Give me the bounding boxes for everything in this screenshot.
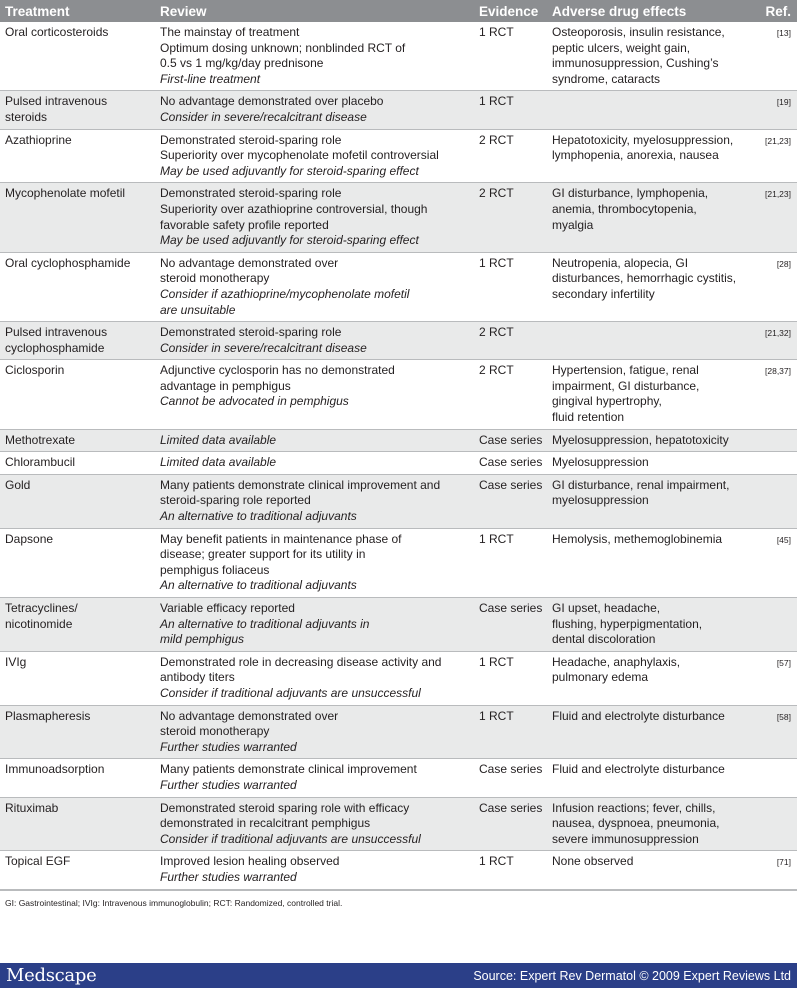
evidence-cell: 1 RCT [479, 255, 514, 270]
adverse-effects-cell [547, 22, 757, 91]
treatment-line: Dapsone [5, 531, 54, 546]
review-line: Improved lesion healing observed [160, 854, 340, 869]
adverse-line: Headache, anaphylaxis, [552, 654, 681, 669]
adverse-effects-cell [547, 474, 757, 528]
treatment-line: Gold [5, 477, 31, 492]
review-note-line: An alternative to traditional adjuvants in [160, 616, 370, 631]
treatment-cell [0, 474, 155, 528]
table-row [0, 91, 797, 129]
treatment-line: Methotrexate [5, 432, 76, 447]
adverse-effects-cell [547, 91, 757, 129]
adverse-line: Osteoporosis, insulin resistance, [552, 25, 725, 39]
review-note-line: First-line treatment [160, 71, 261, 86]
reference-cell: [19] [757, 91, 797, 129]
treatment-cell [0, 252, 155, 321]
review-line: Adjunctive cyclosporin has no demonstrated [160, 363, 395, 378]
adverse-effects-cell [547, 429, 757, 452]
treatment-line: Immunoadsorption [5, 762, 105, 777]
adverse-line: nausea, dyspnoea, pneumonia, [552, 816, 720, 831]
table-row [0, 360, 797, 429]
review-cell [155, 183, 474, 252]
review-note-line: An alternative to traditional adjuvants [160, 578, 357, 593]
review-cell [155, 452, 474, 475]
header-ref: Ref. [757, 0, 797, 22]
adverse-line: flushing, hyperpigmentation, [552, 616, 703, 631]
evidence-cell: 1 RCT [479, 654, 514, 669]
review-line: Demonstrated steroid-sparing role [160, 186, 342, 201]
adverse-effects-cell [547, 759, 757, 797]
treatment-line: IVIg [5, 654, 27, 669]
adverse-line: None observed [552, 854, 634, 869]
adverse-line: fluid retention [552, 410, 625, 425]
review-line: steroid monotherapy [160, 724, 270, 739]
adverse-line: GI disturbance, lymphopenia, [552, 186, 709, 201]
review-cell [155, 797, 474, 851]
table-row [0, 322, 797, 360]
review-cell [155, 429, 474, 452]
review-line: No advantage demonstrated over [160, 255, 339, 270]
adverse-line: secondary infertility [552, 286, 655, 301]
table-row [0, 22, 797, 91]
evidence-cell: 2 RCT [479, 132, 514, 147]
adverse-line: Myelosuppression [552, 455, 649, 470]
review-note-line: May be used adjuvantly for steroid-sparing effect [160, 163, 419, 178]
footnote: GI: Gastrointestinal; IVIg: Intravenous immunoglobulin; RCT: Randomized, controlled trial. [0, 890, 797, 916]
review-line: May benefit patients in maintenance phase of [160, 531, 402, 546]
treatment-line: Tetracyclines/ [5, 601, 78, 615]
evidence-cell: 2 RCT [474, 183, 547, 252]
evidence-cell: Case series [479, 455, 543, 470]
table-row [0, 797, 797, 851]
review-cell [155, 22, 474, 91]
treatment-cell [0, 360, 155, 429]
review-line: Variable efficacy reported [160, 601, 295, 615]
evidence-cell: 1 RCT [474, 91, 547, 129]
treatment-cell [0, 91, 155, 129]
adverse-line: Infusion reactions; fever, chills, [552, 800, 716, 815]
evidence-cell: Case series [474, 474, 547, 528]
reference-cell: [21,32] [757, 322, 797, 360]
treatment-cell [0, 528, 155, 597]
reference-cell: [13] [776, 28, 791, 38]
review-line: favorable safety profile reported [160, 217, 329, 232]
review-line: No advantage demonstrated over placebo [160, 94, 384, 109]
review-line: steroid monotherapy [160, 271, 270, 286]
reference-cell: [21,23] [757, 183, 797, 252]
adverse-effects-cell [547, 322, 757, 360]
evidence-cell: Case series [479, 762, 543, 777]
review-line: Many patients demonstrate clinical improvement [160, 762, 417, 777]
reference-cell [757, 759, 797, 797]
evidence-cell: 1 RCT [479, 531, 514, 546]
review-line: The mainstay of treatment [160, 25, 300, 39]
treatment-cell [0, 759, 155, 797]
adverse-line: pulmonary edema [552, 670, 649, 685]
treatment-line: Ciclosporin [5, 363, 65, 378]
treatment-line: Azathioprine [5, 132, 72, 147]
evidence-cell: Case series [474, 429, 547, 452]
adverse-line: Hypertension, fatigue, renal [552, 363, 699, 378]
reference-cell [757, 797, 797, 851]
adverse-effects-cell [547, 598, 757, 652]
review-note-line: Limited data available [160, 432, 277, 447]
review-line: demonstrated in recalcitrant pemphigus [160, 816, 371, 831]
evidence-cell: 2 RCT [479, 363, 514, 378]
adverse-line: Neutropenia, alopecia, GI [552, 255, 689, 270]
review-note-line: Consider if azathioprine/mycophenolate mofetil [160, 286, 410, 301]
review-line: Demonstrated steroid-sparing role [160, 132, 342, 147]
adverse-effects-cell [547, 797, 757, 851]
review-cell [155, 129, 474, 183]
adverse-line: Hemolysis, methemoglobinemia [552, 531, 723, 546]
table-row [0, 598, 797, 652]
treatment-line: Plasmapheresis [5, 708, 91, 723]
header-adverse-effects: Adverse drug effects [547, 0, 757, 22]
review-line: disease; greater support for its utility in [160, 547, 366, 562]
table-row [0, 759, 797, 797]
adverse-line: immunosuppression, Cushing’s [552, 56, 719, 71]
adverse-effects-cell [547, 528, 757, 597]
table-row [0, 183, 797, 252]
table-row [0, 429, 797, 452]
review-note-line: An alternative to traditional adjuvants [160, 509, 357, 524]
treatment-cell [0, 651, 155, 705]
reference-cell: [28] [776, 258, 791, 269]
review-note-line: are unsuitable [160, 302, 236, 317]
review-note-line: Consider in severe/recalcitrant disease [160, 109, 367, 124]
reference-cell: [28,37] [765, 366, 791, 377]
review-note-line: Limited data available [160, 455, 277, 470]
review-line: advantage in pemphigus [160, 378, 291, 393]
review-note-line: Consider if traditional adjuvants are unsuccessful [160, 831, 421, 846]
reference-cell: [45] [776, 534, 791, 545]
review-note-line: Further studies warranted [160, 869, 297, 884]
treatment-line: Oral cyclophosphamide [5, 255, 131, 270]
review-note-line: May be used adjuvantly for steroid-sparing effect [160, 233, 419, 248]
adverse-line: dental discoloration [552, 632, 656, 647]
treatment-cell [0, 452, 155, 475]
evidence-cell: 1 RCT [479, 25, 514, 39]
review-line: Demonstrated role in decreasing disease activity and [160, 654, 442, 669]
review-note-line: Consider in severe/recalcitrant disease [160, 340, 367, 355]
table-row [0, 705, 797, 759]
adverse-line: peptic ulcers, weight gain, [552, 40, 691, 55]
reference-cell [757, 429, 797, 452]
header-evidence: Evidence [474, 0, 547, 22]
reference-cell [757, 452, 797, 475]
adverse-line: disturbances, hemorrhagic cystitis, [552, 271, 737, 286]
treatment-line: Topical EGF [5, 854, 71, 869]
header-treatment: Treatment [0, 0, 155, 22]
table-row [0, 474, 797, 528]
adverse-line: GI upset, headache, [552, 601, 661, 615]
treatment-cell [0, 851, 155, 889]
review-cell [155, 705, 474, 759]
treatment-line: cyclophosphamide [5, 340, 105, 355]
evidence-cell: Case series [474, 797, 547, 851]
adverse-line: gingival hypertrophy, [552, 394, 662, 409]
review-note-line: Cannot be advocated in pemphigus [160, 394, 349, 409]
evidence-cell: 1 RCT [474, 705, 547, 759]
adverse-line: myalgia [552, 217, 594, 232]
table-row [0, 452, 797, 475]
adverse-line: anemia, thrombocytopenia, [552, 201, 697, 216]
adverse-effects-cell [547, 252, 757, 321]
adverse-effects-cell [547, 851, 757, 889]
review-cell [155, 91, 474, 129]
adverse-line: syndrome, cataracts [552, 71, 661, 86]
table-row [0, 651, 797, 705]
evidence-cell: 2 RCT [474, 322, 547, 360]
adverse-effects-cell [547, 651, 757, 705]
evidence-cell: 1 RCT [479, 854, 514, 869]
review-cell [155, 474, 474, 528]
review-line: Optimum dosing unknown; nonblinded RCT of [160, 40, 406, 55]
treatment-cell [0, 705, 155, 759]
review-cell [155, 252, 474, 321]
review-cell [155, 851, 474, 889]
review-line: Superiority over mycophenolate mofetil controversial [160, 148, 439, 163]
table-row [0, 528, 797, 597]
evidence-cell: Case series [474, 598, 547, 652]
treatment-cell [0, 129, 155, 183]
adverse-line: Fluid and electrolyte disturbance [552, 762, 725, 777]
treatment-line: Rituximab [5, 800, 59, 815]
reference-cell [757, 474, 797, 528]
adverse-effects-cell [547, 183, 757, 252]
treatment-line: Pulsed intravenous [5, 94, 108, 109]
adverse-line: Fluid and electrolyte disturbance [552, 708, 725, 723]
reference-cell: [71] [776, 857, 791, 868]
review-line: pemphigus foliaceus [160, 562, 270, 577]
review-line: antibody titers [160, 670, 235, 685]
adverse-effects-cell [547, 452, 757, 475]
treatment-cell [0, 183, 155, 252]
review-line: No advantage demonstrated over [160, 708, 339, 723]
review-line: steroid-sparing role reported [160, 493, 311, 508]
reference-cell [757, 598, 797, 652]
review-note-line: mild pemphigus [160, 632, 245, 647]
table-row [0, 851, 797, 889]
review-cell [155, 651, 474, 705]
adverse-line: impairment, GI disturbance, [552, 378, 700, 393]
treatment-line: Oral corticosteroids [5, 25, 109, 39]
source-citation: Source: Expert Rev Dermatol © 2009 Expert Reviews Ltd [473, 968, 791, 983]
table-row [0, 252, 797, 321]
adverse-line: lymphopenia, anorexia, nausea [552, 148, 719, 163]
treatment-cell [0, 322, 155, 360]
treatment-cell [0, 22, 155, 91]
review-cell [155, 360, 474, 429]
adverse-line: myelosuppression [552, 493, 649, 508]
review-cell [155, 528, 474, 597]
review-note-line: Further studies warranted [160, 777, 297, 792]
treatment-line: steroids [5, 109, 48, 124]
header-review: Review [155, 0, 474, 22]
review-line: 0.5 vs 1 mg/kg/day prednisone [160, 56, 324, 71]
review-line: Many patients demonstrate clinical improvement and [160, 477, 441, 492]
adverse-line: Hepatotoxicity, myelosuppression, [552, 132, 734, 147]
table-body [0, 22, 797, 889]
treatment-line: Mycophenolate mofetil [5, 186, 126, 201]
review-cell [155, 598, 474, 652]
review-line: Superiority over azathioprine controversial, though [160, 201, 428, 216]
adverse-effects-cell [547, 705, 757, 759]
adverse-line: Myelosuppression, hepatotoxicity [552, 432, 729, 447]
treatment-cell [0, 598, 155, 652]
adverse-line: GI disturbance, renal impairment, [552, 477, 730, 492]
review-cell [155, 759, 474, 797]
reference-cell: [58] [757, 705, 797, 759]
review-note-line: Consider if traditional adjuvants are unsuccessful [160, 685, 421, 700]
treatment-line: nicotinomide [5, 616, 73, 631]
reference-cell: [21,23] [765, 135, 791, 146]
treatment-line: Pulsed intravenous [5, 325, 108, 340]
adverse-line: severe immunosuppression [552, 831, 699, 846]
medscape-logo[interactable]: Medscape [6, 965, 97, 986]
treatment-line: Chlorambucil [5, 455, 76, 470]
review-line: Demonstrated steroid-sparing role [160, 325, 342, 340]
treatment-cell [0, 797, 155, 851]
table-row [0, 129, 797, 183]
table-header [0, 0, 797, 22]
review-cell [155, 322, 474, 360]
footer-bar [0, 963, 797, 988]
adverse-effects-cell [547, 360, 757, 429]
adverse-effects-cell [547, 129, 757, 183]
review-note-line: Further studies warranted [160, 739, 297, 754]
review-line: Demonstrated steroid sparing role with efficacy [160, 800, 410, 815]
reference-cell: [57] [776, 657, 791, 668]
treatment-cell [0, 429, 155, 452]
